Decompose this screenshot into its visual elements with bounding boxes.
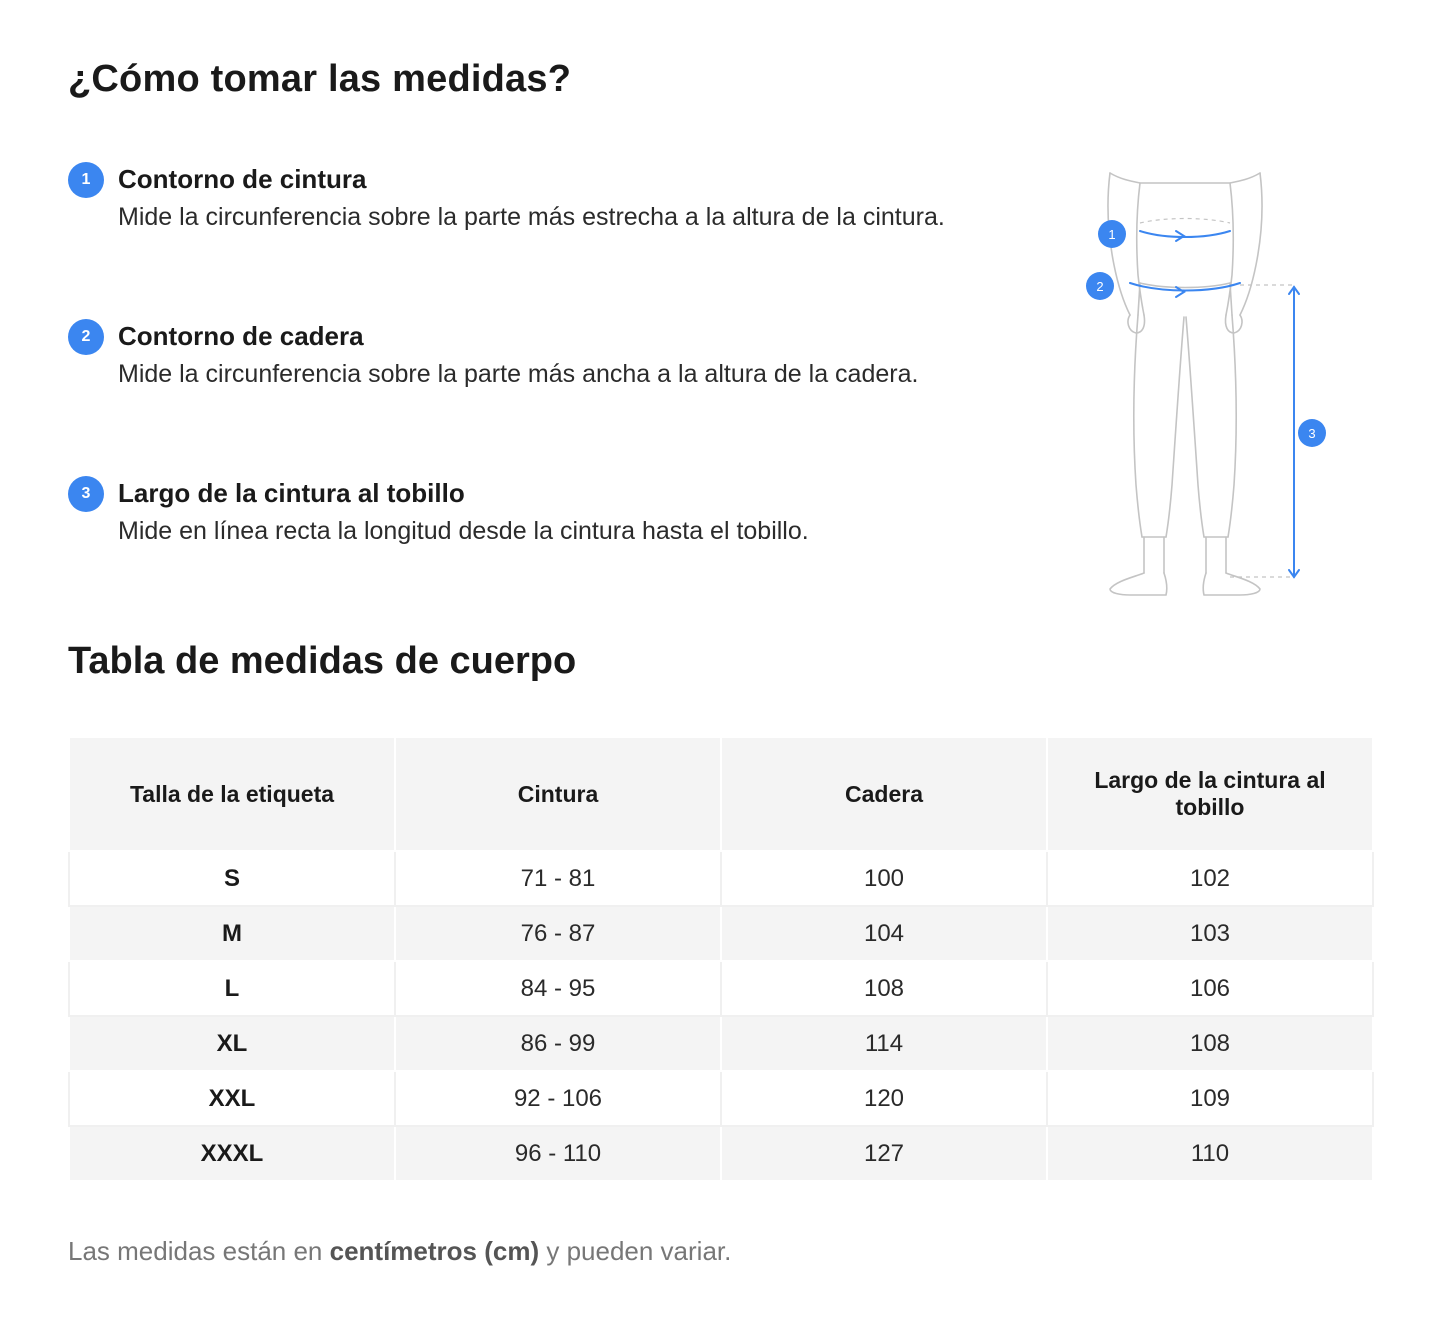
step-description: Mide en línea recta la longitud desde la cintura hasta el tobillo.	[118, 517, 809, 545]
units-note-bold: centímetros (cm)	[329, 1236, 540, 1266]
cell-length: 108	[1047, 1016, 1373, 1071]
page-title: ¿Cómo tomar las medidas?	[68, 58, 572, 100]
cell-waist: 71 - 81	[395, 851, 721, 906]
cell-hip: 104	[721, 906, 1047, 961]
step-description: Mide la circunferencia sobre la parte más estrecha a la altura de la cintura.	[118, 203, 945, 231]
table-row	[69, 851, 1373, 906]
figure-marker-2: 2	[1096, 279, 1104, 294]
cell-size: XXXL	[69, 1126, 395, 1181]
step-number-badge: 1	[68, 162, 104, 198]
step-number-badge: 2	[68, 319, 104, 355]
cell-size: S	[69, 851, 395, 906]
cell-waist: 84 - 95	[395, 961, 721, 1016]
table-row	[69, 1071, 1373, 1126]
cell-waist: 96 - 110	[395, 1126, 721, 1181]
cell-length: 109	[1047, 1071, 1373, 1126]
pants-measurement-illustration	[1080, 165, 1340, 605]
cell-length: 102	[1047, 851, 1373, 906]
cell-hip: 114	[721, 1016, 1047, 1071]
cell-hip: 120	[721, 1071, 1047, 1126]
cell-waist: 92 - 106	[395, 1071, 721, 1126]
cell-size: XXL	[69, 1071, 395, 1126]
header-waist: Cintura	[395, 737, 721, 851]
cell-hip: 127	[721, 1126, 1047, 1181]
table-row	[69, 1016, 1373, 1071]
table-header-row	[69, 737, 1373, 851]
pants-figure-icon	[1080, 165, 1340, 605]
cell-size: L	[69, 961, 395, 1016]
cell-length: 106	[1047, 961, 1373, 1016]
step-title: Largo de la cintura al tobillo	[118, 478, 465, 508]
cell-hip: 100	[721, 851, 1047, 906]
size-table-title: Tabla de medidas de cuerpo	[68, 640, 577, 682]
header-waist-to-ankle: Largo de la cintura al tobillo	[1047, 737, 1373, 851]
header-hip: Cadera	[721, 737, 1047, 851]
step-title: Contorno de cadera	[118, 321, 364, 351]
step-description: Mide la circunferencia sobre la parte más ancha a la altura de la cadera.	[118, 360, 919, 388]
table-row	[69, 906, 1373, 961]
units-note	[68, 1236, 731, 1267]
units-note-tail: y pueden variar.	[539, 1236, 732, 1266]
table-row	[69, 961, 1373, 1016]
cell-length: 110	[1047, 1126, 1373, 1181]
header-size-label: Talla de la etiqueta	[69, 737, 395, 851]
cell-waist: 86 - 99	[395, 1016, 721, 1071]
units-note-text: Las medidas están en	[68, 1236, 330, 1266]
cell-size: XL	[69, 1016, 395, 1071]
figure-marker-1: 1	[1108, 227, 1116, 242]
figure-marker-3: 3	[1308, 426, 1316, 441]
cell-hip: 108	[721, 961, 1047, 1016]
step-number-badge: 3	[68, 476, 104, 512]
cell-length: 103	[1047, 906, 1373, 961]
cell-waist: 76 - 87	[395, 906, 721, 961]
size-table	[68, 736, 1374, 1182]
cell-size: M	[69, 906, 395, 961]
step-title: Contorno de cintura	[118, 164, 367, 194]
table-row	[69, 1126, 1373, 1181]
